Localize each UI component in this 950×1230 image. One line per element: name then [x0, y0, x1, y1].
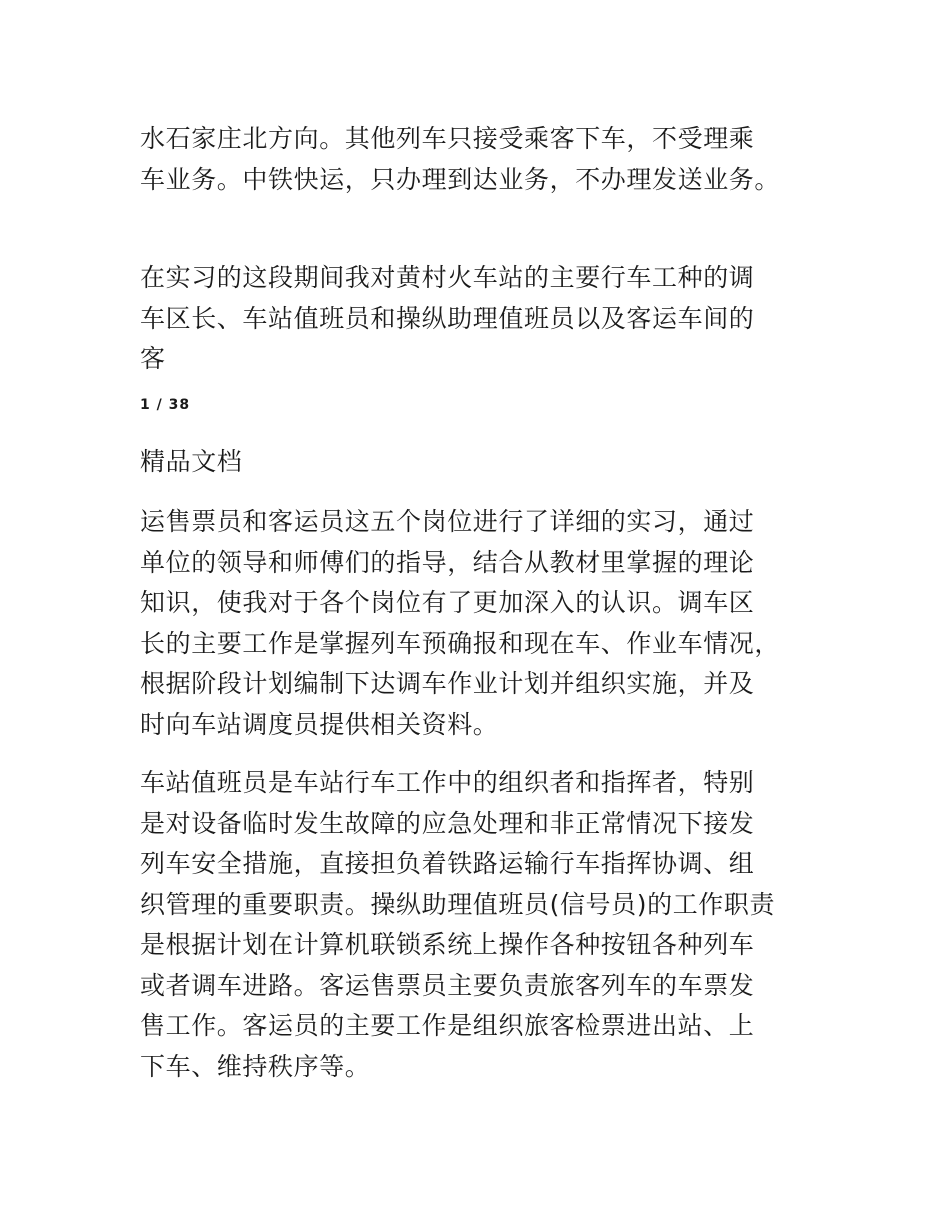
- text-line: 水石家庄北方向。其他列车只接受乘客下车，不受理乘: [140, 124, 755, 153]
- text-line: 运售票员和客运员这五个岗位进行了详细的实习，通过: [140, 507, 755, 536]
- text-line: 下车、维持秩序等。: [140, 1051, 371, 1081]
- text-line: 根据阶段计划编制下达调车作业计划并组织实施，并及: [140, 669, 755, 698]
- paragraph-2: [140, 258, 820, 380]
- text-line: 织管理的重要职责。操纵助理值班员(信号员)的工作职责: [140, 889, 776, 919]
- text-line: 客: [140, 344, 166, 373]
- text-line: 售工作。客运员的主要工作是组织旅客检票进出站、上: [140, 1011, 755, 1040]
- paragraph-3: [140, 502, 820, 745]
- document-header-label: 精品文档: [140, 447, 243, 476]
- text-line: 在实习的这段期间我对黄村火车站的主要行车工种的调: [140, 263, 755, 292]
- text-line: 是根据计划在计算机联锁系统上操作各种按钮各种列车: [140, 930, 755, 959]
- text-line: 是对设备临时发生故障的应急处理和非正常情况下接发: [140, 808, 755, 838]
- text-line: 知识，使我对于各个岗位有了更加深入的认识。调车区: [140, 588, 755, 617]
- text-line: 时向车站调度员提供相关资料。: [140, 709, 499, 739]
- text-line: 或者调车进路。客运售票员主要负责旅客列车的车票发: [140, 970, 755, 1000]
- text-line: 长的主要工作是掌握列车预确报和现在车、作业车情况，: [140, 628, 781, 658]
- paragraph-4: [140, 763, 820, 1087]
- page-number: 1 / 38: [140, 397, 191, 413]
- text-line: 单位的领导和师傅们的指导，结合从教材里掌握的理论: [140, 547, 755, 577]
- paragraph-1: [140, 119, 820, 200]
- text-line: 列车安全措施，直接担负着铁路运输行车指挥协调、组: [140, 849, 755, 878]
- text-line: 车站值班员是车站行车工作中的组织者和指挥者，特别: [140, 768, 755, 797]
- text-line: 车区长、车站值班员和操纵助理值班员以及客运车间的: [140, 303, 755, 333]
- text-line: 车业务。中铁快运，只办理到达业务，不办理发送业务。: [140, 164, 781, 194]
